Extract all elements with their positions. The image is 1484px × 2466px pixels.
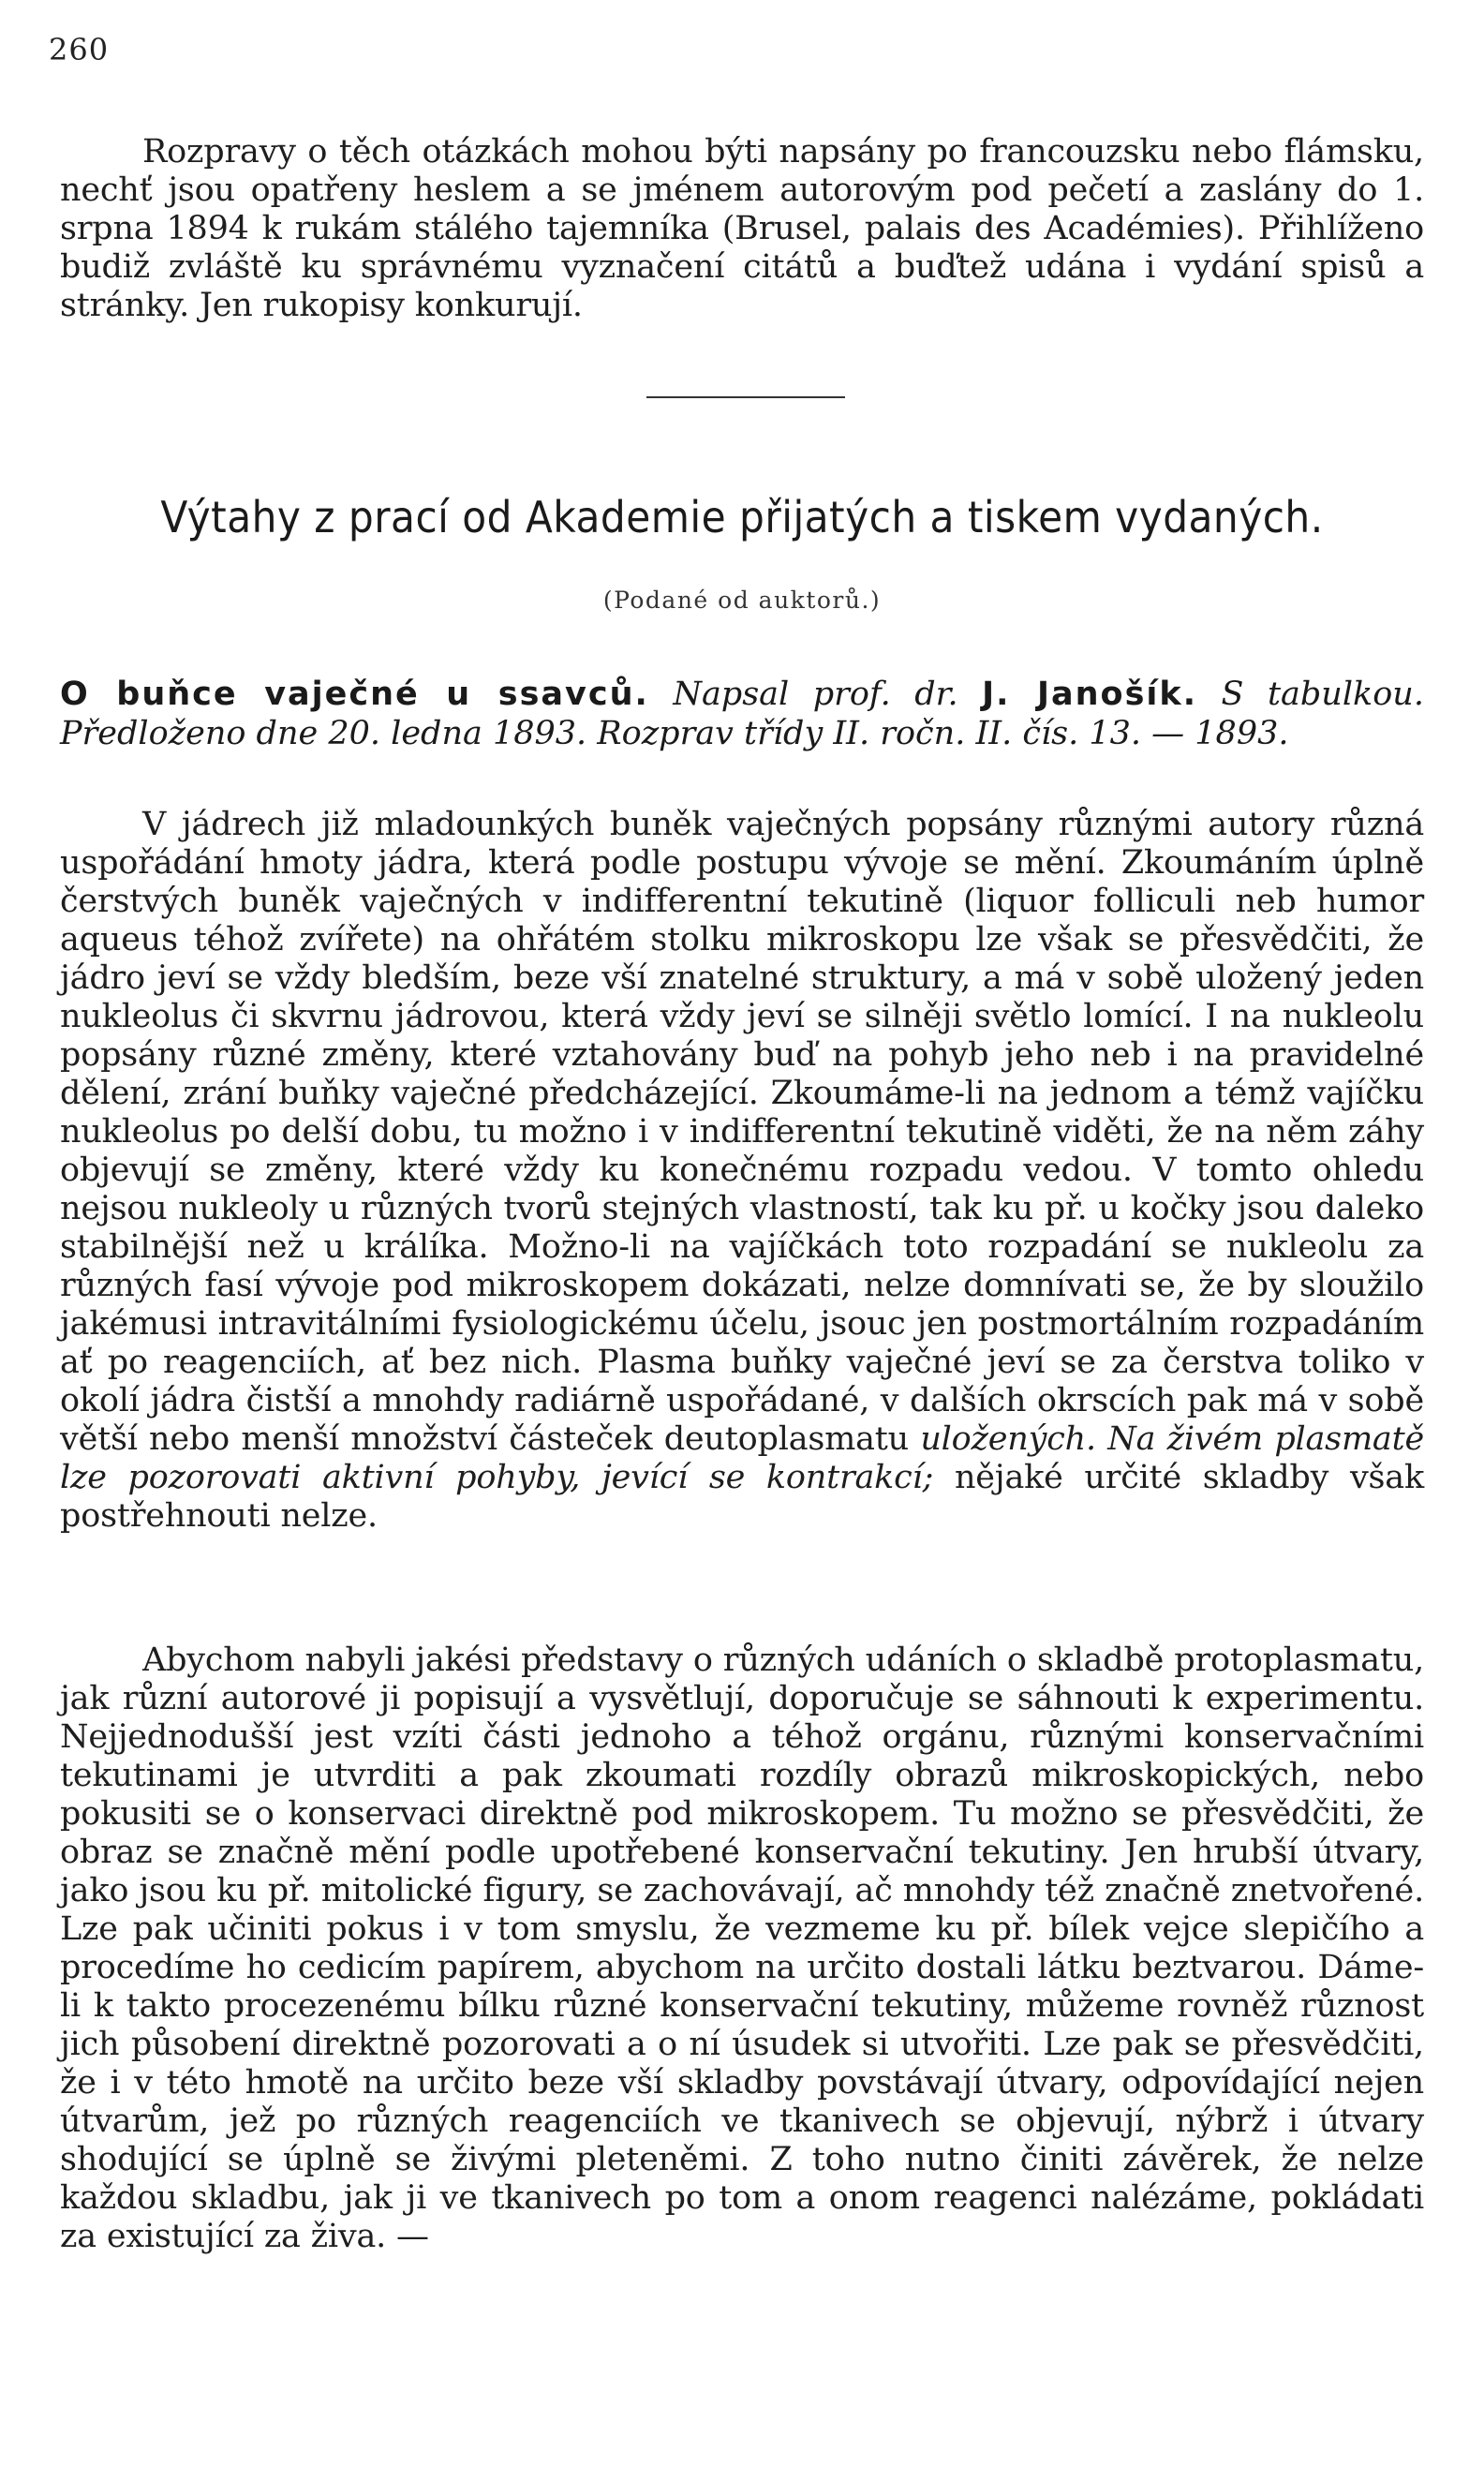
article-heading xyxy=(60,675,1424,753)
body-paragraph-1 xyxy=(60,806,1424,1536)
para1-end: nějaké určité skladby však postřehnouti nelze. xyxy=(60,1459,1424,1535)
section-note: (Podané od auktorů.) xyxy=(602,587,882,614)
para1-italic: uložených. Na živém plasmatě lze pozorovati aktivní pohyby, jevící se kontrakcí; xyxy=(60,1420,1424,1496)
article-byline: Napsal prof. dr. xyxy=(673,676,958,713)
intro-text: Rozpravy o těch otázkách mohou býti napsány po francouzsku nebo flámsku, nechť jsou opatřeny heslem a se jménem autorovým pod pečetí a zaslány do 1. srpna 1894 k rukám stálého tajemníka (Brusel, palais des Académies). Přihlíženo budiž zvláště ku správnému vyznačení citátů a buďtež udána i vydání spisů a stránky. Jen rukopisy konkurují. xyxy=(60,133,1424,324)
para2-text: Abychom nabyli jakési představy o různých udáních o skladbě protoplasmatu, jak různí autorové ji popisují a vysvětlují, doporučuje se sáhnouti k experimentu. Nejjednodušší jest vzíti části jednoho a téhož orgánu, různými konservačními tekutinami je utvrditi a pak zkoumati rozdíly obrazů mikroskopických, nebo pokusiti se o konservaci direktně pod mikroskopem. Tu možno se přesvědčiti, že obraz se značně mění podle upotřebené konservační tekutiny. Jen hrubší útvary, jako jsou ku př. mitolické figury, se zachovávají, ač mnohdy též značně znetvořené. Lze pak učiniti pokus i v tom smyslu, že vezmeme ku př. bílek vejce slepičího a procedíme ho cedicím papírem, abychom na určito dostali látku beztvarou. Dáme-li k takto procezenému bílku různé konservační tekutiny, můžeme rovněž různost jich působení direktně pozorovati a o ní úsudek si utvořiti. Lze pak se přesvědčiti, že i v této hmotě na určito beze vší skladby povstávají útvary, odpovídající nejen útvarům, jež po různých reagenciích ve tkanivech se objevují, nýbrž i útvary shodující se úplně se živými pleteněmi. Z toho nutno činiti závěrek, že nelze každou skladbu, jak ji ve tkanivech po tom a onom reagenci nalézáme, pokládati za existující za živa. — xyxy=(60,1642,1424,2255)
para1-main: V jádrech již mladounkých buněk vaječných popsány různými autory různá uspořádání hmoty jádra, která podle postupu vývoje se mění. Zkoumáním úplně čerstvých buněk vaječných v indifferentní tekutině (liquor folliculi neb humor aqueus téhož zvířete) na ohřátém stolku mikroskopu lze však se přesvědčiti, že jádro jeví se vždy bledším, beze vší znatelné struktury, a má v sobě uložený jeden nukleolus či skvrnu jádrovou, která vždy jeví se silněji světlo lomící. I na nukleolu popsány různé změny, které vztahovány buď na pohyb jeho neb i na pravidelné dělení, zrání buňky vaječné předcházející. Zkoumáme-li na jednom a témž vajíčku nukleolus po delší dobu, tu možno i v indifferentní tekutině viděti, že na něm záhy objevují se změny, které vždy ku konečnému rozpadu vedou. V tomto ohledu nejsou nukleoly u různých tvorů stejných vlastností, tak ku př. u kočky jsou daleko stabilnější než u králíka. Možno-li na vajíčkách toto rozpadání se nukleolu za různých fasí vývoje pod mikroskopem dokázati, nelze domnívati se, že by sloužilo jakémusi intravitálními fysiologickému účelu, jsouc jen postmortálním rozpadáním ať po reagenciích, ať bez nich. Plasma buňky vaječné jeví se za čerstva toliko v okolí jádra čistší a mnohdy radiárně uspořádané, v dalších okrscích pak má v sobě větší nebo menší množství částeček deutoplasmatu xyxy=(60,806,1424,1458)
body-paragraph-2 xyxy=(60,1642,1424,2256)
section-title: Výtahy z prací od Akademie přijatých a tiskem vydaných. xyxy=(160,492,1324,542)
article-author: J. Janošík. xyxy=(982,676,1198,713)
section-separator xyxy=(646,396,845,398)
intro-paragraph xyxy=(60,133,1424,325)
page-number: 260 xyxy=(49,32,110,67)
article-meta: S tabulkou. Předloženo dne 20. ledna 1893. Rozprav třídy II. ročn. II. čís. 13. — 1893. xyxy=(60,676,1424,752)
article-title: O buňce vaječné u ssavců. xyxy=(60,676,649,713)
